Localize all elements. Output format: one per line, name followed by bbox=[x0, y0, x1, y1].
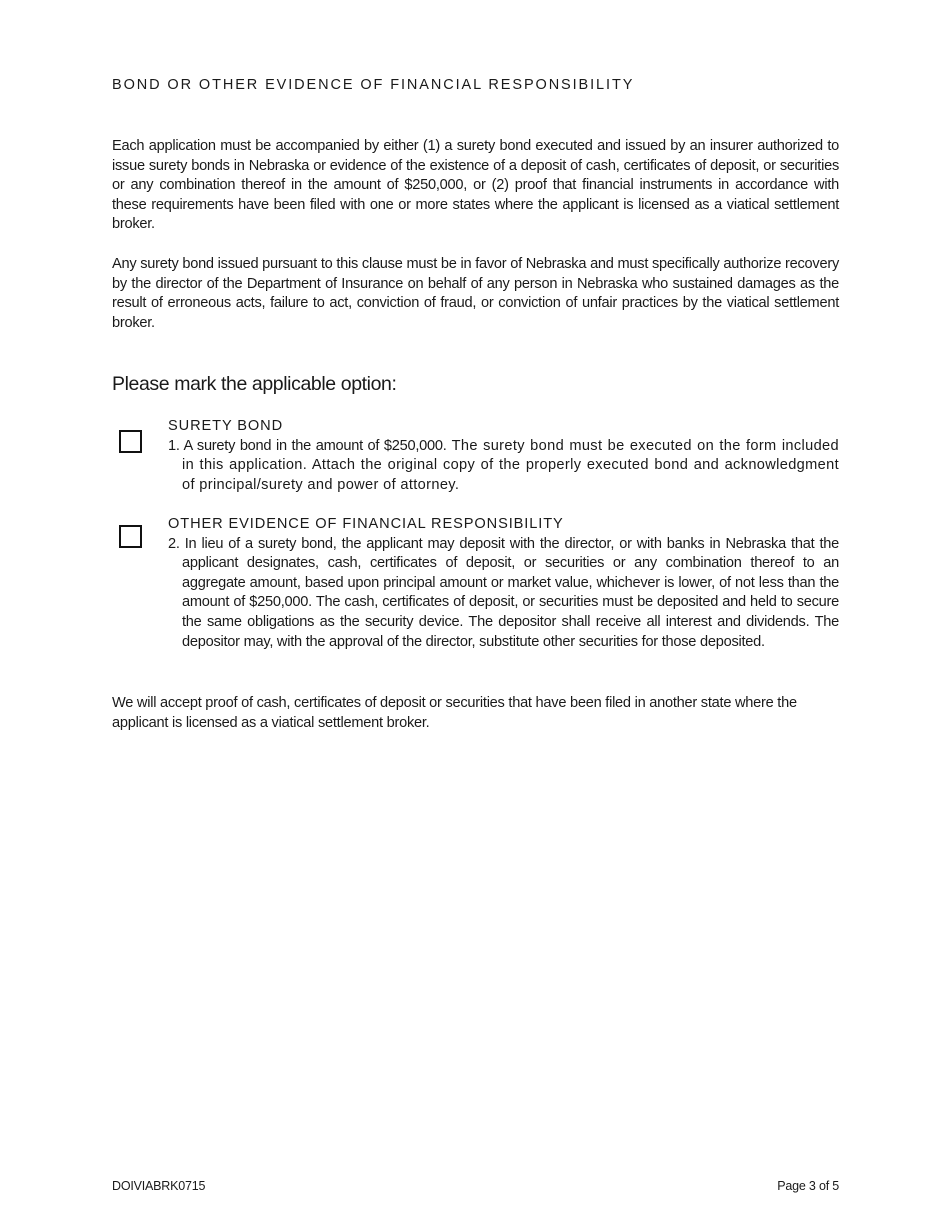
form-code: DOIVIABRK0715 bbox=[112, 1179, 206, 1193]
other-evidence-option bbox=[168, 515, 839, 652]
intro-paragraph-1: Each application must be accompanied by either (1) a surety bond executed and issued by an insurer authorized to issue surety bonds in Nebraska or evidence of the existence of a deposit of cash, certificates of deposit, or securities or any combination thereof in the amount of $250,000, or (2) proof that financial instruments in accordance with these requirements have been filed with one or more states where the applicant is licensed as a viatical settlement broker. bbox=[112, 138, 839, 233]
page-number: Page 3 of 5 bbox=[777, 1179, 839, 1193]
surety-bond-text-rest: The surety bond must be executed on the form included in this application. Attach the original copy of the properly executed bond and acknowledgment of principal/surety and power of attorney. bbox=[182, 437, 839, 493]
surety-bond-title: SURETY BOND bbox=[168, 418, 284, 434]
surety-bond-text-start: 1. A surety bond in the amount of $250,000. bbox=[168, 437, 447, 454]
option-prompt: Please mark the applicable option: bbox=[112, 373, 397, 395]
other-evidence-description: 2. In lieu of a surety bond, the applicant may deposit with the director, or with banks in Nebraska that the applicant designates, cash, certificates of deposit, or securities or any combination thereof to an aggregate amount, based upon principal amount or market value, whichever is lower, of not less than the amount of $250,000. The cash, certificates of deposit, or securities must be deposited and held to secure the same obligations as the security device. The depositor shall receive all interest and dividends. The depositor may, with the approval of the director, substitute other securities for those deposited. bbox=[168, 535, 839, 650]
surety-bond-description bbox=[168, 437, 839, 496]
intro-paragraph-2: Any surety bond issued pursuant to this clause must be in favor of Nebraska and must specifically authorize recovery by the director of the Department of Insurance on behalf of any person in Nebraska who sustained damages as the result of erroneous acts, failure to act, conviction of fraud, or conviction of unfair practices by the viatical settlement broker. bbox=[112, 256, 839, 331]
other-evidence-checkbox[interactable] bbox=[119, 525, 142, 548]
other-evidence-title: OTHER EVIDENCE OF FINANCIAL RESPONSIBILITY bbox=[168, 516, 564, 532]
closing-paragraph: We will accept proof of cash, certificates of deposit or securities that have been filed in another state where the applicant is licensed as a viatical settlement broker. bbox=[112, 695, 797, 731]
surety-bond-option bbox=[168, 417, 839, 495]
page-title: BOND OR OTHER EVIDENCE OF FINANCIAL RESPONSIBILITY bbox=[112, 77, 635, 93]
surety-bond-checkbox[interactable] bbox=[119, 430, 142, 453]
